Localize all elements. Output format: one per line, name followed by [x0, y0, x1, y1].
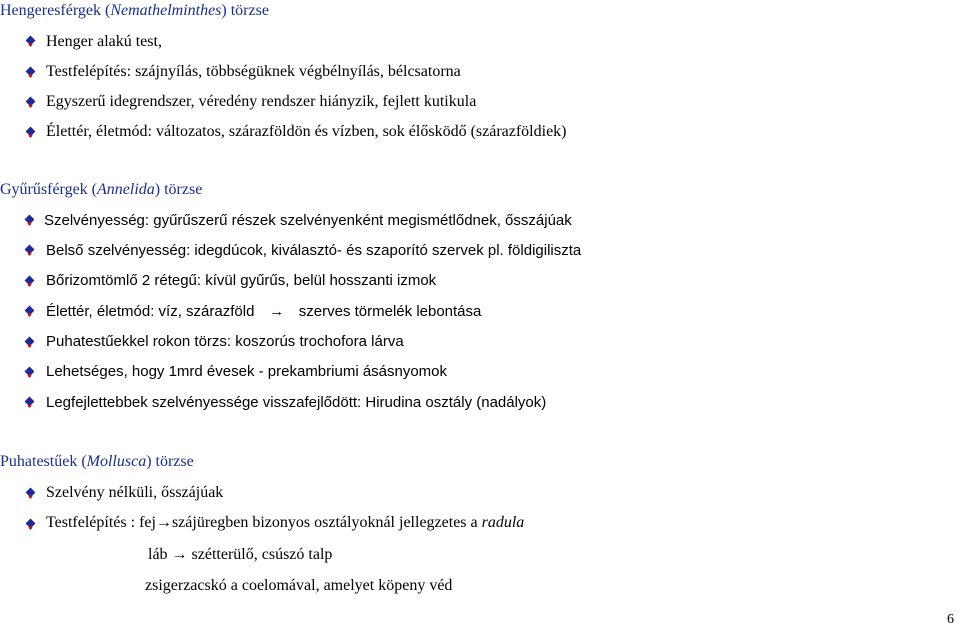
list-item: Egyszerű idegrendszer, véredény rendszer hiányzik, fejlett kutikula — [46, 93, 477, 110]
list-item: Testfelépítés: szájnyílás, többségüknek végbélnyílás, bélcsatorna — [46, 63, 461, 80]
list-item: Szelvény nélküli, ősszájúak — [46, 484, 224, 501]
list-item: Testfelépítés : fej→szájüregben bizonyos osztályoknál jellegzetes a radula — [46, 514, 525, 531]
bullet-icon — [26, 67, 36, 77]
bullet-icon — [25, 306, 35, 316]
bullet-icon — [26, 36, 36, 46]
section-heading-nemathelminthes: Hengeresférgek (Nemathelminthes) törzse — [0, 2, 269, 19]
section-heading-mollusca: Puhatestűek (Mollusca) törzse — [0, 453, 194, 470]
bullet-icon — [25, 367, 35, 377]
arrow-right-icon: → — [155, 514, 172, 531]
arrow-right-icon: → — [171, 546, 188, 563]
arrow-right-icon: → — [269, 303, 285, 320]
list-item: Élettér, életmód: változatos, szárazföldön és vízben, sok élősködő (szárazföldiek) — [46, 123, 567, 140]
sub-item: láb → szétterülő, csúszó talp — [148, 546, 333, 563]
sub-item: zsigerzacskó a coelomával, amelyet köpeny véd — [145, 577, 453, 594]
section-heading-annelida: Gyűrűsférgek (Annelida) törzse — [0, 181, 203, 198]
bullet-icon — [25, 276, 35, 286]
list-item: Bőrizomtömlő 2 rétegű: kívül gyűrűs, belül hosszanti izmok — [46, 272, 437, 289]
bullet-icon — [25, 397, 35, 407]
bullet-icon — [25, 215, 35, 225]
list-item: Lehetséges, hogy 1mrd évesek - prekambriumi ásásnyomok — [46, 363, 448, 380]
list-item: Henger alakú test, — [46, 33, 162, 50]
bullet-icon — [25, 245, 35, 255]
list-item: Szelvényesség: gyűrűszerű részek szelvényenként megismétlődnek, ősszájúak — [44, 212, 572, 229]
list-item: Legfejlettebbek szelvényessége visszafejlődött: Hirudina osztály (nadályok) — [46, 394, 547, 411]
list-item: Puhatestűekkel rokon törzs: koszorús trochofora lárva — [46, 333, 404, 350]
page-number: 6 — [947, 612, 954, 627]
bullet-icon — [26, 127, 36, 137]
list-item: Élettér, életmód: víz, szárazföld → szerves törmelék lebontása — [46, 303, 482, 320]
bullet-icon — [25, 337, 35, 347]
bullet-icon — [26, 488, 36, 498]
bullet-icon — [26, 519, 36, 529]
bullet-icon — [26, 97, 36, 107]
list-item: Belső szelvényesség: idegdúcok, kiválasztó- és szaporító szervek pl. földigiliszta — [46, 242, 582, 259]
